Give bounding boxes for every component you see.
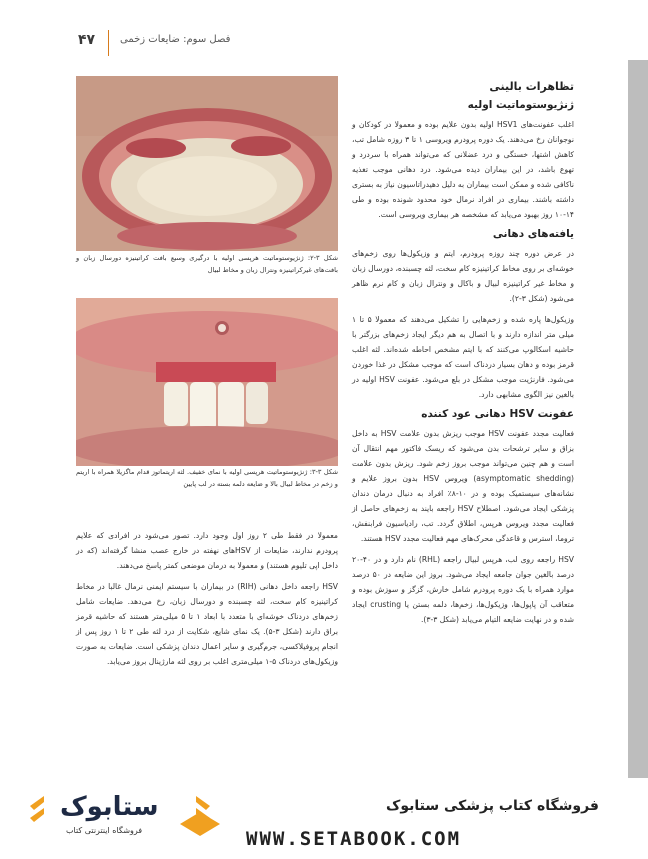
subheading-oral-findings: یافته‌های دهانی xyxy=(492,228,574,240)
page-edge-bar xyxy=(628,60,648,780)
footer-banner xyxy=(0,778,648,859)
paragraph: وزیکول‌ها پاره شده و زخم‌هایی را تشکیل می‌دهند که معمولا ۵ تا ۱ میلی متر اندازه دارند و با اتصال به هم دیگر ایجاد زخم‌های بزرگتر با حاشیه اسکالوپ می‌کنند که با ایتم مشخص احاطه شده‌اند. لثه اغلب قرمز بوده و دهان بسیار دردناک است که موجب مشکل در غذا خوردن می‌شود. فارنژیت موجب مشکل در بلع می‌شود. عفونت HSV اولیه در بالغین نیز الگوی مشابهی دارد. xyxy=(352,315,574,399)
figure-caption: شکل ۳-۲: ژنژیوستوماتیت هرپسی اولیه با درگیری وسیع بافت کراتینیزه دورسال زبان و بافت‌های غیرکراتینیزه ونترال زبان و مخاط لبیال xyxy=(76,254,338,274)
header-divider xyxy=(108,30,109,56)
logo-subtitle: فروشگاه اینترنتی کتاب xyxy=(66,826,143,835)
left-column xyxy=(76,528,338,675)
page-number: ۴۷ xyxy=(78,32,96,48)
figure-photo-tongue xyxy=(76,76,338,251)
paragraph: در عرض دوره چند روزه پرودرم، ایتم و وزیکول‌ها روی زخم‌های خوشه‌ای بر روی مخاط کراتینیزه کام سخت، لثه چسبنده، دورسال زبان و مخاط غیر کراتینیزه لبیال و باکال و ونترال زبان و کام نرم ظاهر می‌شود (شکل ۳-۲). xyxy=(352,249,574,303)
tongue-photo-image xyxy=(76,76,338,251)
page-header xyxy=(0,20,648,64)
setabook-logo xyxy=(20,788,230,848)
figure-photo-lips xyxy=(76,298,338,466)
paragraph: اغلب عفونت‌های HSV1 اولیه بدون علایم بوده و معمولا در کودکان و نوجوانان رخ می‌دهند. یک دوره پرودرم ویروسی ۱ تا ۳ روزه شامل تب، کاهش اشتها، خستگی و درد عضلانی که می‌تواند همراه با سردرد و تهوع باشد، در این بیماران دیده می‌شود. درد دهانی موجب تغذیه ناکافی شده و ممکن است بیماران به دلیل دهیدراتاسیون نیاز به بستری داشته باشند. بیماری در افراد نرمال خود محدود شونده بوده و طی ۱۴-۱۰ روز بهبود می‌یابد که مشخصه هر بیماری ویروسی است. xyxy=(352,120,574,219)
shop-name: فروشگاه کتاب پزشکی ستابوک xyxy=(386,798,599,814)
shop-url[interactable]: WWW.SETABOOK.COM xyxy=(246,828,462,850)
figure-caption: شکل ۳-۳: ژنژیوستوماتیت هرپسی اولیه با نمای خفیف. لثه اریتماتوز قدام ماگزیلا همراه با اریتم و زخم در مخاط لبیال بالا و ضایعه دلمه بسته در لب پایین xyxy=(76,468,338,488)
subheading-recurrent-hsv: عفونت HSV دهانی عود کننده xyxy=(421,408,574,420)
paragraph: HSV راجعه روی لب، هرپس لبیال راجعه (RHL) نام دارد و در ۴۰-۲۰ درصد بالغین جوان جامعه ایجاد می‌شود. بروز این ضایعه در ۵۰ درصد موارد همراه با یک دوره پرودرم شامل خارش، گزگز و سوزش بوده و متعاقب آن پاپول‌ها، وزیکول‌ها، زخم‌ها، دلمه بستن یا crusting ایجاد شده و در نهایت ضایعه التیام می‌یابد (شکل ۳-۳). xyxy=(352,555,575,624)
right-column xyxy=(352,76,574,633)
chapter-title: فصل سوم: ضایعات زخمی xyxy=(120,34,231,45)
paragraph: معمولا در فقط طی ۲ روز اول وجود دارد. تصور می‌شود در افرادی که علایم پرودرم ندارند، ضایعات از HSVهای نهفته در خارج عصب منشا گرفته‌اند (که در داخل اپی تلیوم هستند) و معمولا به درمان موضعی کمتر پاسخ می‌دهند. xyxy=(76,531,338,570)
subheading-primary-gingivostomatitis: ژنژیوستوماتیت اولیه xyxy=(467,99,574,111)
section-title: تظاهرات بالینی xyxy=(489,80,574,93)
logo-word: ستابوک xyxy=(60,792,159,822)
lips-photo-image xyxy=(76,298,338,466)
paragraph: HSV راجعه داخل دهانی (RIH) در بیماران با سیستم ایمنی نرمال غالبا در مخاط کراتینیزه کام سخت، لثه چسبنده و دورسال زبان، رخ می‌دهد. ضایعات شامل زخم‌های دردناک خوشه‌ای با متعدد با ابعاد ۱ تا ۵ میلی‌متر هستند که حاشیه قرمز براق دارند (شکل ۳-۵). یک نمای شایع، شکایت از درد لثه طی ۲ تا ۱ روز پس از انجام پروفیلاکسی، جرم‌گیری و سایر اعمال دندان پزشکی است. ضایعات به صورت وزیکول‌های دردناک ۵-۱ میلی‌متری اغلب بر روی لثه مارژینال بروز می‌یابد. xyxy=(76,582,338,666)
paragraph: فعالیت مجدد عفونت HSV موجب ریزش بدون علامت HSV به داخل بزاق و سایر ترشحات بدن می‌شود که ریسک فاکتور مهم انتقال آن است و هم چنین می‌تواند موجب بروز زخم شود. ریزش بدون علامت (asymptomatic shedding) ویروس HSV بدون بروز علایم و نشانه‌های سیستمیک بوده و در ۱۰-۸٪ افراد به دنبال درمان دندان پزشکی ایجاد می‌شود. اصطلاح HSV راجعه بایند به زخم‌های حاصل از فعالیت مجدد ویروس هرپس، اطلاق گردد. تب، رادیاسیون فرابنفش، تروما، استرس و قاعدگی محرک‌های مهم فعالیت مجدد HSV هستند. xyxy=(352,429,574,543)
